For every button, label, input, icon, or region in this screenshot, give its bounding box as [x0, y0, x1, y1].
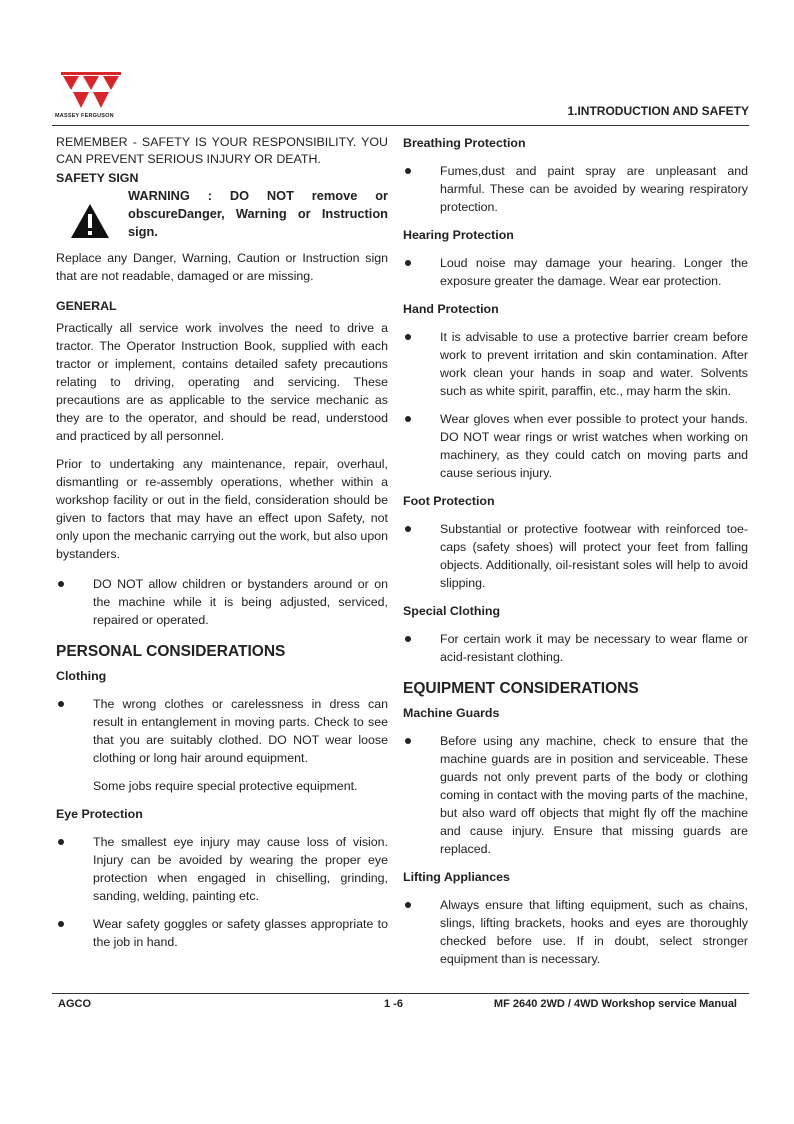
left-column	[56, 134, 388, 961]
general-paragraph-1: Practically all service work involves the need to drive a tractor. The Operator Instruction Book, supplied with each tractor or implement, contains detailed safety precautions relating to driving, operating and servicing. These precautions are as applicable to the service mechanic as they are to the operator, and should be read, understood and practiced by all personnel.	[56, 321, 388, 443]
lifting-appliances-heading: Lifting Appliances	[403, 870, 510, 884]
breathing-protection-heading: Breathing Protection	[403, 136, 526, 150]
section-title: 1.INTRODUCTION AND SAFETY	[567, 104, 749, 118]
bullet-icon	[405, 636, 411, 642]
special-clothing-heading: Special Clothing	[403, 604, 501, 618]
bullet-text: DO NOT allow children or bystanders around or on the machine while it is being adjusted, serviced, repaired or operated.	[93, 577, 388, 627]
bullet-text: For certain work it may be necessary to wear flame or acid-resistant clothing.	[440, 632, 748, 664]
footer-company: AGCO	[58, 998, 91, 1010]
general-heading: GENERAL	[56, 299, 117, 313]
list-item	[403, 162, 748, 216]
clothing-heading: Clothing	[56, 669, 107, 683]
safety-sign-heading: SAFETY SIGN	[56, 171, 139, 185]
footer-page-number: 1 -6	[384, 998, 403, 1010]
brand-text: MASSEY FERGUSON	[55, 113, 114, 119]
clothing-extra-text: Some jobs require special protective equipment.	[93, 779, 358, 793]
remember-text: REMEMBER - SAFETY IS YOUR RESPONSIBILITY. YOU CAN PREVENT SERIOUS INJURY OR DEATH.	[56, 135, 388, 166]
bullet-icon	[405, 738, 411, 744]
bullet-icon	[58, 839, 64, 845]
bullet-text: Wear safety goggles or safety glasses appropriate to the job in hand.	[93, 917, 388, 949]
bullet-text: Before using any machine, check to ensure that the machine guards are in position and serviceable. These guards not only prevent parts of the body or clothing coming in contact with the moving parts of the machine, but also ward off objects that might fly off the machine and cause injury. Ensure that missing guards are replaced.	[440, 734, 748, 856]
bullet-text: Loud noise may damage your hearing. Longer the exposure greater the damage. Wear ear protection.	[440, 256, 748, 288]
bullet-text: Fumes,dust and paint spray are unpleasant and harmful. These can be avoided by wearing respiratory protection.	[440, 164, 748, 214]
warning-triangle-icon	[70, 203, 110, 239]
general-paragraph-2: Prior to undertaking any maintenance, repair, overhaul, dismantling or re-assembly operations, whether within a workshop facility or out in the field, consideration should be given to factors that may have an effect upon Safety, not only upon the mechanic carrying out the work, but also upon bystanders.	[56, 457, 388, 561]
bullet-icon	[58, 581, 64, 587]
bullet-icon	[58, 701, 64, 707]
list-item	[56, 833, 388, 905]
bullet-text: It is advisable to use a protective barrier cream before work to prevent irritation and skin contamination. After work clean your hands in soap and water. Solvents such as white spirit, paraffin, etc., may harm the skin.	[440, 330, 748, 398]
hand-protection-heading: Hand Protection	[403, 302, 499, 316]
warning-block	[56, 187, 388, 241]
header-rule	[52, 125, 749, 126]
bullet-icon	[58, 921, 64, 927]
foot-protection-heading: Foot Protection	[403, 494, 495, 508]
list-item	[403, 254, 748, 290]
footer-manual-title: MF 2640 2WD / 4WD Workshop service Manual	[493, 998, 737, 1010]
massey-ferguson-logo	[55, 70, 135, 120]
list-item	[403, 732, 748, 858]
list-item	[403, 328, 748, 400]
bullet-text: The wrong clothes or carelessness in dress can result in entanglement in moving parts. Check to see that you are suitably clothed. DO NOT wear loose clothing or long hair around equipment.	[93, 697, 388, 765]
machine-guards-heading: Machine Guards	[403, 706, 500, 720]
bullet-text: Substantial or protective footwear with reinforced toe-caps (safety shoes) will protect your feet from falling objects. Additionally, oil-resistant soles will help to avoid slipping.	[440, 522, 748, 590]
warning-text: WARNING : DO NOT remove or obscureDanger, Warning or Instruction sign.	[128, 188, 388, 239]
bullet-icon	[405, 334, 411, 340]
replace-sign-text: Replace any Danger, Warning, Caution or Instruction sign that are not readable, damaged or are missing.	[56, 251, 388, 283]
bullet-icon	[405, 260, 411, 266]
bullet-icon	[405, 168, 411, 174]
list-item	[403, 630, 748, 666]
list-item	[56, 695, 388, 767]
bullet-icon	[405, 526, 411, 532]
bullet-text: Always ensure that lifting equipment, such as chains, slings, lifting brackets, hooks and eyes are thoroughly checked before use. If in doubt, select stronger equipment than is necessary.	[440, 898, 748, 966]
list-item	[403, 896, 748, 968]
personal-considerations-heading: PERSONAL CONSIDERATIONS	[56, 643, 286, 660]
triple-triangle-logo-icon	[55, 70, 135, 114]
bullet-icon	[405, 416, 411, 422]
bullet-icon	[405, 902, 411, 908]
list-item	[403, 410, 748, 482]
hearing-protection-heading: Hearing Protection	[403, 228, 514, 242]
list-item	[56, 915, 388, 951]
bullet-text: The smallest eye injury may cause loss of vision. Injury can be avoided by wearing the proper eye protection when engaged in chiselling, grinding, sanding, welding, painting etc.	[93, 835, 388, 903]
list-item	[403, 520, 748, 592]
equipment-considerations-heading: EQUIPMENT CONSIDERATIONS	[403, 680, 639, 697]
bullet-text: Wear gloves when ever possible to protect your hands. DO NOT wear rings or wrist watches when working on machinery, as they could catch on moving parts and cause serious injury.	[440, 412, 748, 480]
list-item	[56, 575, 388, 629]
eye-protection-heading: Eye Protection	[56, 807, 143, 821]
footer-rule	[52, 993, 749, 994]
right-column	[403, 134, 748, 978]
